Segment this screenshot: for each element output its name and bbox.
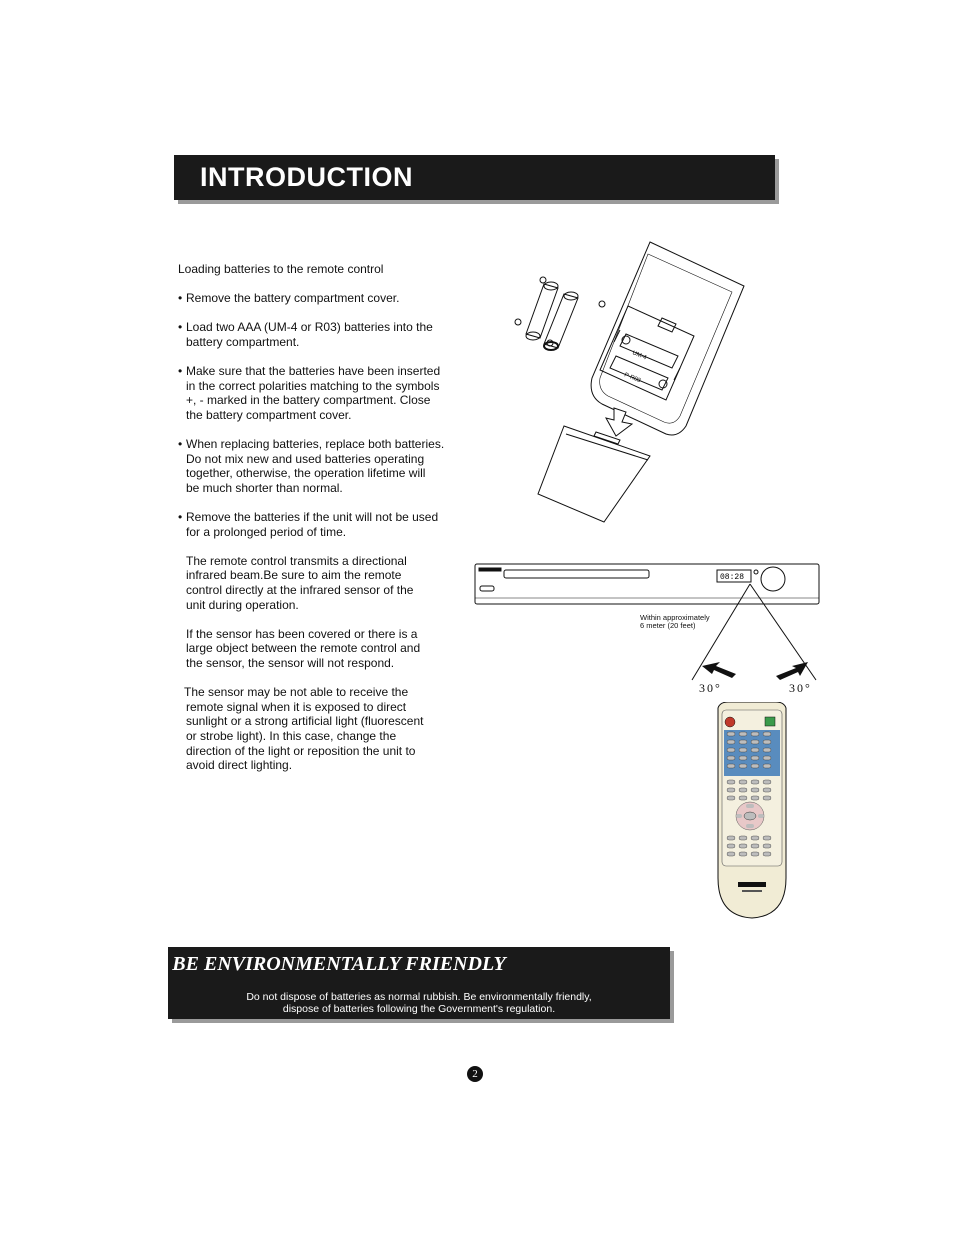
environment-notice-box (168, 947, 670, 1019)
bullet-line: be much shorter than normal. (186, 480, 343, 495)
battery-cover (538, 426, 650, 522)
environment-notice-text (168, 991, 670, 1015)
bullet-line: in the correct polarities matching to the symbols (186, 378, 440, 393)
bullet-line: Load two AAA (UM-4 or R03) batteries into the (186, 320, 433, 335)
bullet-line: Do not mix new and used batteries operating (186, 451, 425, 466)
arrow-left-icon (702, 662, 736, 678)
battery-heading: Loading batteries to the remote control (178, 262, 384, 276)
display-readout: 08:28 (720, 573, 745, 582)
loose-battery-icon (526, 282, 558, 340)
battery-icon (620, 334, 678, 368)
dvd-player-illustration (474, 562, 834, 702)
dpad-icon (736, 802, 764, 830)
header-banner (174, 155, 775, 200)
battery-compartment (600, 306, 694, 400)
sensor-paragraph (178, 554, 468, 612)
paragraph-line: direction of the light or reposition the unit to (186, 743, 416, 758)
bullet-line: +, - marked in the battery compartment. Close (186, 393, 431, 408)
bullet-dot-icon: • (178, 437, 183, 452)
notice-line: Do not dispose of batteries as normal rubbish. Be environmentally friendly, (246, 991, 592, 1003)
bullet-line: Remove the battery compartment cover. (186, 291, 400, 306)
text-column (178, 262, 468, 773)
angle-right-label: 30° (789, 681, 812, 695)
paragraph-line: large object between the remote control and (186, 641, 421, 656)
sensor-paragraph (178, 685, 468, 773)
bullet-line: together, otherwise, the operation lifetime will (186, 466, 426, 481)
bullet-line: Remove the batteries if the unit will not be used (186, 510, 439, 525)
bullet-dot-icon: • (178, 510, 183, 525)
paragraph-line: The sensor may be not able to receive the (184, 685, 409, 700)
paragraph-line: The remote control transmits a directional (186, 553, 407, 568)
bullet-dot-icon: • (178, 320, 183, 335)
arrow-right-icon (776, 662, 808, 680)
jog-dial (761, 567, 785, 591)
range-label-line: Within approximately (640, 613, 710, 622)
paragraph-line: the sensor, the sensor will not respond. (186, 656, 395, 671)
battery-icon (610, 356, 668, 390)
paragraph-line: sunlight or a strong artificial light (fluorescent (186, 714, 424, 729)
bullet-dot-icon: • (178, 291, 183, 306)
battery-label: UM-4 (631, 350, 648, 362)
range-label (640, 614, 710, 630)
open-close-button-icon (765, 717, 775, 726)
battery-loading-illustration (500, 238, 760, 528)
environment-notice-title: BE ENVIRONMENTALLY FRIENDLY (172, 953, 506, 975)
bullet-line: the battery compartment cover. (186, 407, 352, 422)
bullet-item (178, 437, 468, 495)
sensor-paragraph (178, 627, 468, 671)
page-title: INTRODUCTION (200, 162, 413, 192)
paragraph-line: infrared beam.Be sure to aim the remote (186, 568, 402, 583)
remote-numeric-panel (724, 730, 780, 776)
notice-line: dispose of batteries following the Government's regulation. (282, 1003, 556, 1015)
battery-label: P-R03 (623, 372, 642, 385)
bullet-line: Make sure that the batteries have been inserted (186, 364, 441, 379)
bullet-item (178, 291, 468, 306)
paragraph-line: control directly at the infrared sensor of the (186, 583, 414, 598)
paragraph-line: If the sensor has been covered or there is a (186, 626, 418, 641)
ir-beam-line (692, 584, 750, 680)
brand-logo (738, 882, 766, 887)
angle-left-label: 30° (699, 681, 722, 695)
bullet-item (178, 364, 468, 422)
bullet-item (178, 510, 468, 539)
down-arrow-icon (606, 408, 632, 436)
bullet-line: battery compartment. (186, 334, 300, 349)
bullet-line: for a prolonged period of time. (186, 524, 347, 539)
remote-control-illustration (714, 702, 790, 920)
paragraph-line: avoid direct lighting. (186, 758, 293, 773)
paragraph-line: or strobe light). In this case, change the (186, 729, 397, 743)
loose-battery-icon (544, 292, 578, 350)
ir-beam-line (750, 584, 816, 680)
bullet-line: When replacing batteries, replace both batteries. (186, 437, 445, 452)
paragraph-line: remote signal when it is exposed to direct (186, 699, 407, 714)
power-button-icon (725, 717, 735, 727)
range-label-line: 6 meter (20 feet) (640, 621, 696, 630)
disc-tray (504, 570, 649, 578)
page-number: 2 (467, 1066, 483, 1082)
bullet-dot-icon: • (178, 364, 183, 379)
bullet-item (178, 320, 468, 349)
paragraph-line: unit during operation. (186, 597, 299, 612)
